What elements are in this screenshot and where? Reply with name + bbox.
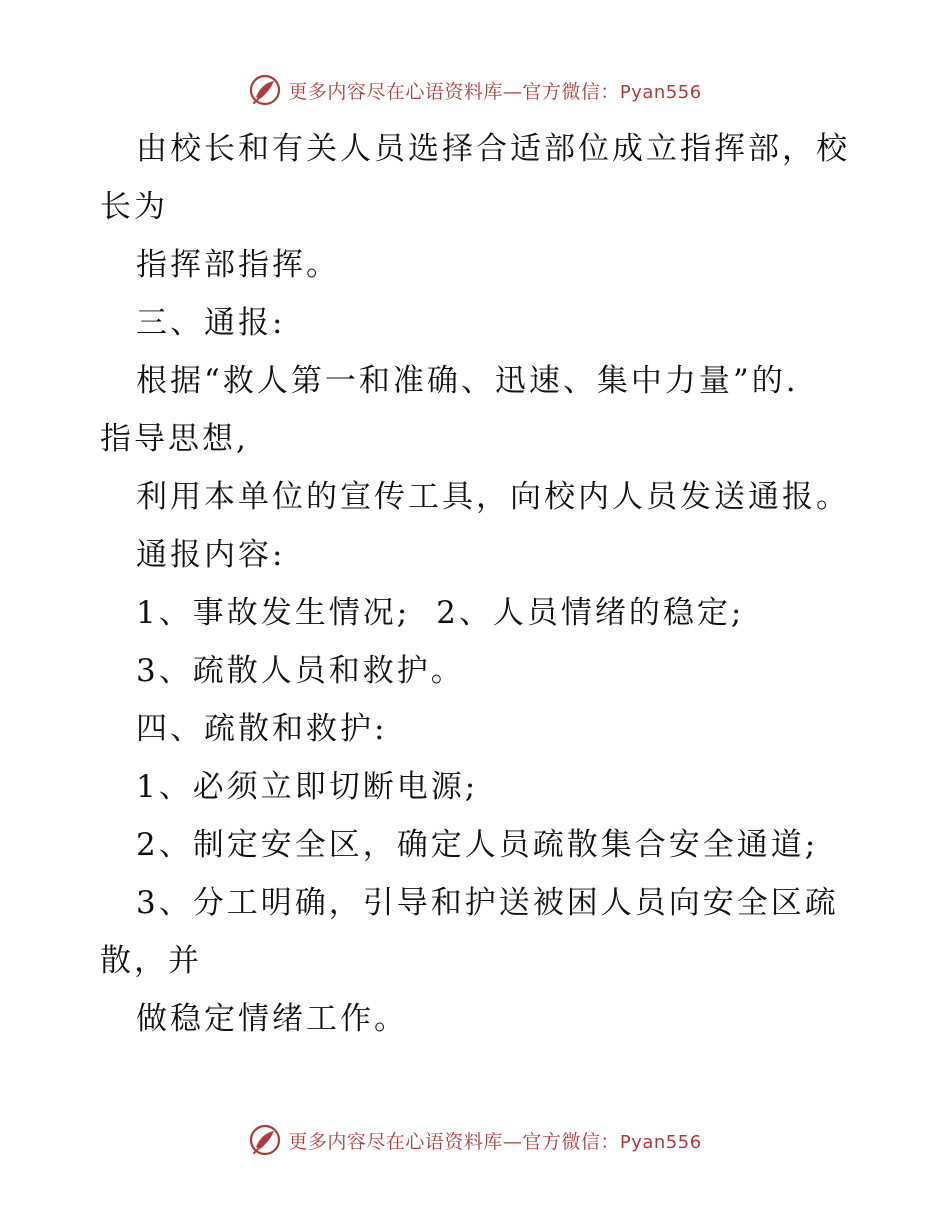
list-item: 3、分工明确，引导和护送被困人员向安全区疏 xyxy=(136,885,839,921)
paragraph-line: 散，并 xyxy=(100,943,202,979)
paragraph-line: 由校长和有关人员选择合适部位成立指挥部，校 xyxy=(136,131,850,167)
paragraph-line: 做稳定情绪工作。 xyxy=(136,1001,408,1037)
paragraph-line: 通报内容: xyxy=(136,537,286,573)
footer-banner-text: 更多内容尽在心语资料库—官方微信：Pyan556 xyxy=(288,1130,702,1153)
pen-logo-icon xyxy=(248,1123,282,1157)
header-banner-text: 更多内容尽在心语资料库—官方微信：Pyan556 xyxy=(288,80,702,103)
header-banner xyxy=(0,70,950,110)
paragraph-line: 利用本单位的宣传工具，向校内人员发送通报。 xyxy=(136,479,850,515)
paragraph-line: 根据“救人第一和准确、迅速、集中力量”的. xyxy=(136,363,799,399)
footer-banner xyxy=(0,1120,950,1160)
section-heading: 三、通报: xyxy=(136,305,286,341)
list-item: 2、制定安全区，确定人员疏散集合安全通道; xyxy=(136,827,819,863)
paragraph-line: 长为 xyxy=(100,189,168,225)
list-line xyxy=(100,584,860,642)
paragraph-line: 指导思想, xyxy=(100,421,249,457)
list-item: 1、事故发生情况; xyxy=(136,595,411,631)
pen-logo-icon xyxy=(248,73,282,107)
list-item: 1、必须立即切断电源; xyxy=(136,769,479,805)
document-body xyxy=(100,120,860,1048)
list-item: 3、疏散人员和救护。 xyxy=(136,653,465,689)
paragraph-line: 指挥部指挥。 xyxy=(136,247,340,283)
section-heading: 四、疏散和救护: xyxy=(136,711,388,747)
list-item: 2、人员情绪的稳定; xyxy=(436,595,745,631)
